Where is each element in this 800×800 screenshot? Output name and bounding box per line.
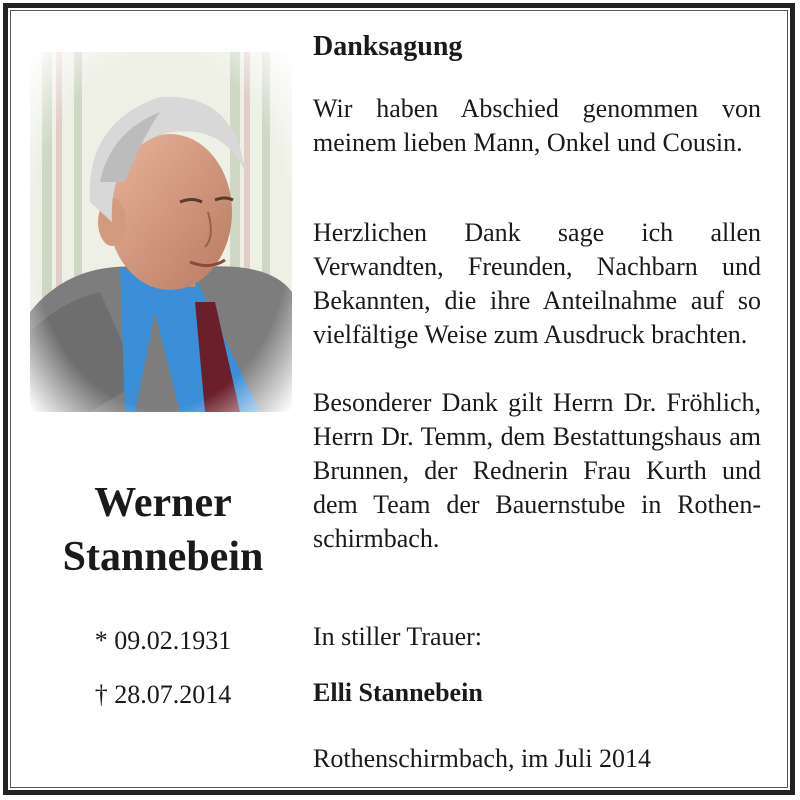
signer-name: Elli Stannebein	[313, 678, 483, 707]
last-name: Stannebein	[62, 534, 264, 580]
portrait-photo	[30, 52, 292, 412]
birth-date: * 09.02.1931	[94, 626, 232, 655]
deceased-name	[22, 476, 304, 584]
closing-line: In stiller Trauer:	[313, 622, 482, 651]
place-date: Rothenschirmbach, im Juli 2014	[313, 744, 651, 773]
first-name: Werner	[94, 480, 232, 526]
paragraph-farewell: Wir haben Abschied genommen von meinem lieben Mann, Onkel und Cousin.	[313, 94, 761, 157]
death-date: † 28.07.2014	[94, 680, 232, 709]
paragraph-special-thanks: Besonderer Dank gilt Herrn Dr. Fröhlich, Herrn Dr. Temm, dem Bestattungshaus am Brunnen, der Rednerin Frau Kurth und dem Team der Bauernstube in Rothenschirmbach.	[313, 388, 761, 553]
notice-title: Danksagung	[313, 31, 463, 62]
paragraph-thanks: Herzlichen Dank sage ich allen Verwandten, Freunden, Nachbarn und Bekannten, die ihre Anteilnahme auf so vielfältige Weise zum Ausdruck brachten.	[313, 218, 761, 349]
